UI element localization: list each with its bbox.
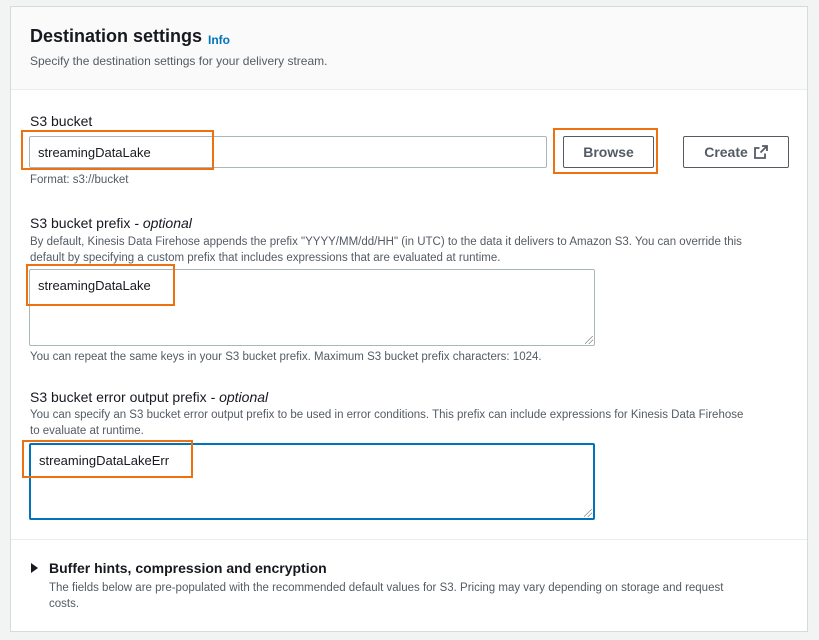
buffer-section-description-1: The fields below are pre-populated with the recommended default values for S3. Pricing may vary depending on storage and request [49, 582, 724, 594]
prefix-label-text: S3 bucket prefix [30, 215, 131, 231]
prefix-description-2: default by specifying a custom prefix that includes expressions that are evaluated at runtime. [30, 252, 501, 264]
error-prefix-optional: - optional [206, 389, 269, 405]
prefix-hint: You can repeat the same keys in your S3 bucket prefix. Maximum S3 bucket prefix characters: 1024. [30, 351, 542, 363]
section-divider [11, 539, 807, 540]
panel-subtitle: Specify the destination settings for your delivery stream. [30, 54, 328, 68]
error-prefix-description-1: You can specify an S3 bucket error output prefix to be used in error conditions. This prefix can include expressions for Kinesis Data Firehose [30, 409, 744, 421]
create-button[interactable] [683, 136, 789, 168]
browse-button[interactable] [563, 136, 654, 168]
external-link-icon [754, 145, 768, 159]
s3-bucket-hint: Format: s3://bucket [30, 174, 129, 186]
page-title: Destination settings [30, 26, 203, 46]
info-link[interactable]: Info [208, 33, 230, 47]
prefix-value: streamingDataLake [38, 278, 151, 293]
prefix-textarea[interactable] [29, 269, 595, 346]
browse-button-label: Browse [583, 144, 634, 160]
buffer-section-title: Buffer hints, compression and encryption [49, 560, 327, 576]
error-prefix-label [30, 389, 268, 405]
error-prefix-description-2: to evaluate at runtime. [30, 425, 144, 437]
resize-handle-icon[interactable] [584, 509, 592, 517]
resize-handle-icon[interactable] [585, 336, 593, 344]
prefix-optional: - optional [130, 215, 192, 231]
prefix-label [30, 215, 192, 231]
caret-right-icon [31, 563, 38, 573]
destination-settings-panel [10, 6, 808, 632]
error-prefix-textarea[interactable] [29, 443, 595, 520]
error-prefix-value: streamingDataLakeErr [39, 453, 170, 468]
s3-bucket-value: streamingDataLake [38, 145, 151, 160]
s3-bucket-input[interactable] [29, 136, 547, 168]
create-button-label: Create [704, 144, 748, 160]
s3-bucket-label: S3 bucket [30, 113, 93, 129]
panel-header [11, 7, 807, 90]
error-prefix-label-text: S3 bucket error output prefix [30, 389, 207, 405]
prefix-description-1: By default, Kinesis Data Firehose appends the prefix "YYYY/MM/dd/HH" (in UTC) to the data it delivers to Amazon S3. You can override this [30, 236, 742, 248]
buffer-section-description-2: costs. [49, 598, 80, 610]
